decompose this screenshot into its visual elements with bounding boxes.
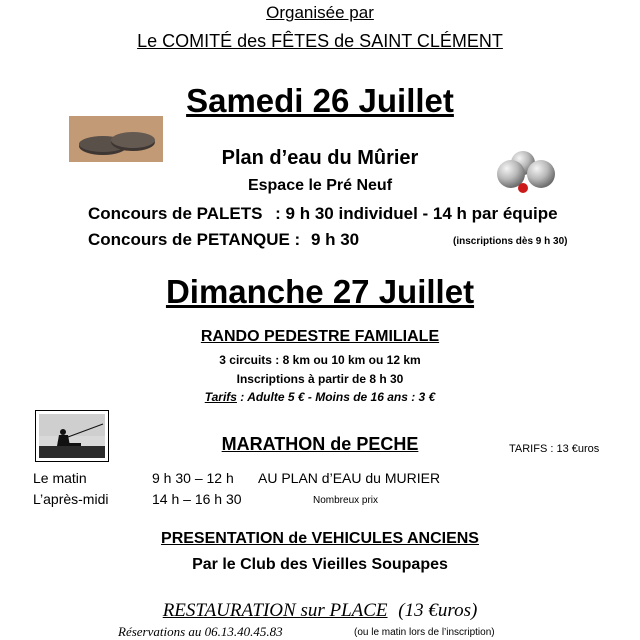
- morning-place: AU PLAN d’EAU du MURIER: [258, 470, 441, 486]
- marathon-title: MARATHON de PECHE: [221, 434, 419, 454]
- saturday-date: Samedi 26 Juillet: [186, 82, 454, 119]
- rando-tarifs: [0, 390, 640, 404]
- restauration-title: RESTAURATION sur PLACE: [162, 600, 388, 621]
- afternoon-label: L’après-midi: [33, 491, 109, 507]
- tarifs-label: Tarifs: [204, 390, 237, 404]
- saturday-venue: Plan d’eau du Mûrier: [221, 147, 419, 169]
- prizes-note: Nombreux prix: [313, 495, 379, 506]
- marathon-tarifs: TARIFS : 13 €uros: [509, 443, 600, 455]
- morning-time: 9 h 30 – 12 h: [152, 470, 234, 486]
- sunday-date: Dimanche 27 Juillet: [165, 273, 475, 310]
- restauration-price: (13 €uros): [398, 600, 478, 621]
- palets-label: Concours de PALETS: [88, 204, 263, 223]
- vehicles-club: Par le Club des Vieilles Soupapes: [192, 556, 448, 573]
- tarifs-text: : Adulte 5 € - Moins de 16 ans : 3 €: [236, 390, 436, 404]
- rando-title: RANDO PEDESTRE FAMILIALE: [200, 328, 440, 345]
- petanque-label: Concours de PETANQUE :: [88, 230, 301, 249]
- committee-name: Le COMITÉ des FÊTES de SAINT CLÉMENT: [137, 31, 503, 51]
- reservations: Réservations au 06.13.40.45.83: [118, 624, 283, 639]
- saturday-space: Espace le Pré Neuf: [247, 177, 393, 194]
- organised-by: Organisée par: [266, 3, 374, 22]
- reservations-note: (ou le matin lors de l’inscription): [354, 627, 495, 638]
- petanque-time: 9 h 30: [310, 230, 360, 249]
- petanque-contest: [88, 230, 359, 250]
- restauration-line: [0, 600, 640, 622]
- vehicles-title: PRESENTATION de VEHICULES ANCIENS: [161, 530, 479, 547]
- rando-circuits: 3 circuits : 8 km ou 10 km ou 12 km: [219, 353, 421, 367]
- morning-label: Le matin: [33, 470, 87, 486]
- rando-inscriptions: Inscriptions à partir de 8 h 30: [236, 372, 404, 386]
- afternoon-time: 14 h – 16 h 30: [152, 491, 242, 507]
- palets-contest: [88, 204, 558, 224]
- palets-time: : 9 h 30 individuel - 14 h par équipe: [275, 204, 558, 223]
- inscriptions-note: (inscriptions dès 9 h 30): [453, 236, 568, 247]
